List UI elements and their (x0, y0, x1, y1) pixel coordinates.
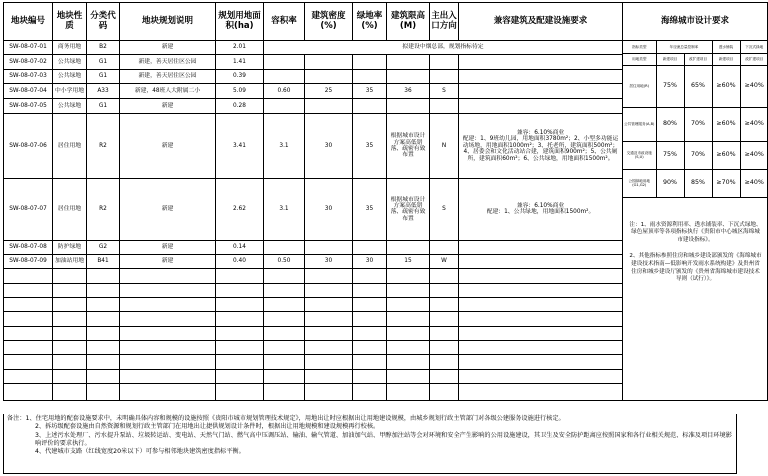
footnote-3: 3、上述污水处理厂、污水提升泵站、垃圾转运站、变电站、天然气门站、燃气高中压调压站、输油、输气管道、加油加气站、甲醇加注站等会对环境和安全产生影响的公用设施建设，其卫生及安全防护距离应按照国家和各行业相关规范、标准及项目环境影响评价的要求执行。 (35, 431, 732, 447)
cell-nature: 加油站用地 (53, 254, 87, 268)
cell-green: 35 (353, 179, 387, 240)
sponge-value: ≥60% (712, 107, 740, 141)
cell-requirements (459, 113, 623, 179)
cell-entrance: S (430, 179, 459, 240)
sponge-value: 75% (656, 65, 684, 107)
col-header-code: 地块编号 (4, 3, 53, 41)
cell-far: 3.1 (264, 113, 305, 179)
col-header-nature: 地块性质 (53, 3, 87, 41)
table-row (4, 41, 768, 55)
sponge-requirements (623, 41, 768, 401)
sponge-value: ≥60% (712, 65, 740, 107)
header-row (4, 3, 768, 41)
cell-area: 2.01 (216, 41, 264, 55)
cell-desc: 新建，善天居住区公园 (120, 69, 216, 83)
cell-class: B2 (87, 41, 120, 55)
cell-desc: 新建 (120, 240, 216, 254)
cell-nature: 居住用地 (53, 113, 87, 179)
cell-requirements (459, 179, 623, 240)
req-title: 兼容：6.10%商业 (516, 130, 565, 136)
footnote-1: 备注：1、住宅用地的配套设施要求中，未明确具体内容和规模的设施按照《贵阳市城市规划管理技术规定》，用地出让时应根据出让用地建设规模，由城乡规划行政主管部门对各级公建服务设施进行核定。 (7, 415, 565, 422)
cell-class: G2 (87, 240, 120, 254)
col-header-green: 绿地率(%) (353, 3, 387, 41)
sponge-value: 70% (684, 141, 712, 169)
cell-green: 35 (353, 83, 387, 98)
sponge-row (623, 107, 768, 141)
cell-nature: 公共绿地 (53, 99, 87, 113)
cell-height: 根据城市设计方案高低错落、疏密有致布置 (387, 179, 430, 240)
sponge-row (623, 65, 768, 107)
sponge-subheader-renov2: 改扩建项目 (740, 53, 768, 65)
sponge-subheader-renov: 改扩建项目 (684, 53, 712, 65)
cell-area: 2.62 (216, 179, 264, 240)
cell-area: 0.14 (216, 240, 264, 254)
cell-code: SW-08-07-08 (4, 240, 53, 254)
col-header-far: 容积率 (264, 3, 305, 41)
req-body: 配建：1、9班幼儿园，用地面积3780m²；2、小型多功能运动场地，用地面积1000m²；3、托老所，建筑面积500m²；4、居委会和文化活动站合建，建筑面积900m²；5、公共厕所，建筑面积60m²；6、公共绿地，用地面积1500m²。 (462, 136, 619, 162)
cell-green: 35 (353, 113, 387, 179)
cell-desc: 新建 (120, 113, 216, 179)
cell-area: 1.41 (216, 55, 264, 69)
cell-height: 15 (387, 254, 430, 268)
sponge-subheader-landuse: 用地类型 (623, 53, 656, 65)
cell-density: 25 (305, 83, 353, 98)
col-header-sponge: 海绵城市设计要求 (623, 3, 768, 41)
cell-desc: 新建 (120, 99, 216, 113)
col-header-height: 建筑限高(M) (387, 3, 430, 41)
cell-class: G1 (87, 99, 120, 113)
cell-entrance: S (430, 83, 459, 98)
sponge-header-sunken: 下沉式绿地 (740, 41, 768, 53)
sponge-value: ≥70% (712, 169, 740, 197)
cell-entrance: W (430, 254, 459, 268)
land-use-table (3, 2, 768, 401)
sponge-subheader-new: 新建项目 (656, 53, 684, 65)
cell-class: G1 (87, 55, 120, 69)
cell-desc: 新建，48班人大附属二小 (120, 83, 216, 98)
cell-entrance: N (430, 113, 459, 179)
sponge-value: ≥40% (740, 169, 768, 197)
cell-density: 30 (305, 179, 353, 240)
col-header-desc: 地块规划说明 (120, 3, 216, 41)
cell-nature: 防护绿地 (53, 240, 87, 254)
cell-class: R2 (87, 113, 120, 179)
cell-height: 根据城市设计方案高低错落、疏密有致布置 (387, 113, 430, 179)
sponge-note-2: 2、其他指标参照住房和城乡建设部颁发的《海绵城市建设技术指南—低影响开发雨水系统构建》及贵州省住房和城乡建设厅颁发的《贵州省海绵城市建设技术导则（试行）》。 (629, 252, 762, 283)
cell-class: B41 (87, 254, 120, 268)
sponge-type: 公园绿地用地(G1,G2) (623, 169, 656, 197)
cell-height: 36 (387, 83, 430, 98)
cell-area: 0.40 (216, 254, 264, 268)
sponge-value: 90% (656, 169, 684, 197)
footnote-4: 4、代建城市支路（红线宽度20米以下）可参与相邻地块建筑密度指标平衡。 (35, 448, 245, 455)
sponge-value: 85% (684, 169, 712, 197)
sponge-header-type: 指标类型 (623, 41, 656, 53)
col-header-entrance: 主出入口方向 (430, 3, 459, 41)
cell-area: 0.28 (216, 99, 264, 113)
sponge-value: ≥60% (712, 141, 740, 169)
cell-merged-pending: 拟建设中烟总部，规划指标待定 (264, 41, 623, 55)
footnotes (3, 414, 737, 474)
sponge-table (623, 41, 768, 400)
cell-code: SW-08-07-02 (4, 55, 53, 69)
footnote-2: 2、拆坊级配套设施由自然资源和规划行政主管部门在用地出让捷供规划设计条件时，根据出让用地规模和建设规模再行校核。 (35, 423, 380, 431)
cell-code: SW-08-07-09 (4, 254, 53, 268)
cell-nature: 公共绿地 (53, 55, 87, 69)
cell-nature: 居住用地 (53, 179, 87, 240)
cell-code: SW-08-07-07 (4, 179, 53, 240)
sponge-value: ≥40% (740, 107, 768, 141)
sponge-value: ≥40% (740, 65, 768, 107)
sponge-value: 65% (684, 65, 712, 107)
sponge-type: 公共管理服务(A,B) (623, 107, 656, 141)
cell-nature: 中小学用地 (53, 83, 87, 98)
cell-far: 3.1 (264, 179, 305, 240)
cell-code: SW-08-07-01 (4, 41, 53, 55)
cell-desc: 新建，善天居住区公园 (120, 55, 216, 69)
cell-far: 0.50 (264, 254, 305, 268)
sponge-header-runoff: 年径流总量控制率 (656, 41, 712, 53)
req-title: 兼容：6.10%商业 (516, 203, 565, 210)
cell-density: 30 (305, 254, 353, 268)
cell-desc: 新建 (120, 179, 216, 240)
cell-class: G1 (87, 69, 120, 83)
sponge-row (623, 141, 768, 169)
cell-nature: 公共绿地 (53, 69, 87, 83)
cell-far: 0.60 (264, 83, 305, 98)
cell-density: 30 (305, 113, 353, 179)
cell-desc: 新建 (120, 254, 216, 268)
cell-class: A33 (87, 83, 120, 98)
cell-area: 3.41 (216, 113, 264, 179)
sponge-value: 70% (684, 107, 712, 141)
cell-nature: 商务用地 (53, 41, 87, 55)
cell-green: 30 (353, 254, 387, 268)
col-header-area: 规划用地面积(ha) (216, 3, 264, 41)
sponge-header-permeable: 透水铺装 (712, 41, 740, 53)
sponge-value: 75% (656, 141, 684, 169)
cell-code: SW-08-07-06 (4, 113, 53, 179)
col-header-requirements: 兼容建筑及配建设施要求 (459, 3, 623, 41)
sponge-type: 交通及市政设施(S,U) (623, 141, 656, 169)
cell-class: R2 (87, 179, 120, 240)
cell-area: 0.39 (216, 69, 264, 83)
cell-area: 5.09 (216, 83, 264, 98)
sponge-note-1: 注：1、雨水资源利用率、透水铺装率、下沉式绿地、绿色屋顶率等各项指标执行《贵阳市中心城区海绵城市建设指标》。 (629, 221, 762, 244)
sponge-type: 居住用地(R) (623, 65, 656, 107)
sponge-value: 80% (656, 107, 684, 141)
sponge-value: ≥40% (740, 141, 768, 169)
sponge-row (623, 169, 768, 197)
req-body: 配建：1、公共绿地，用地面积1500m²。 (486, 209, 595, 216)
cell-code: SW-08-07-04 (4, 83, 53, 98)
col-header-class-code: 分类代码 (87, 3, 120, 41)
cell-code: SW-08-07-05 (4, 99, 53, 113)
sponge-subheader-new2: 新建项目 (712, 53, 740, 65)
cell-desc: 新建 (120, 41, 216, 55)
col-header-density: 建筑密度(%) (305, 3, 353, 41)
cell-code: SW-08-07-03 (4, 69, 53, 83)
